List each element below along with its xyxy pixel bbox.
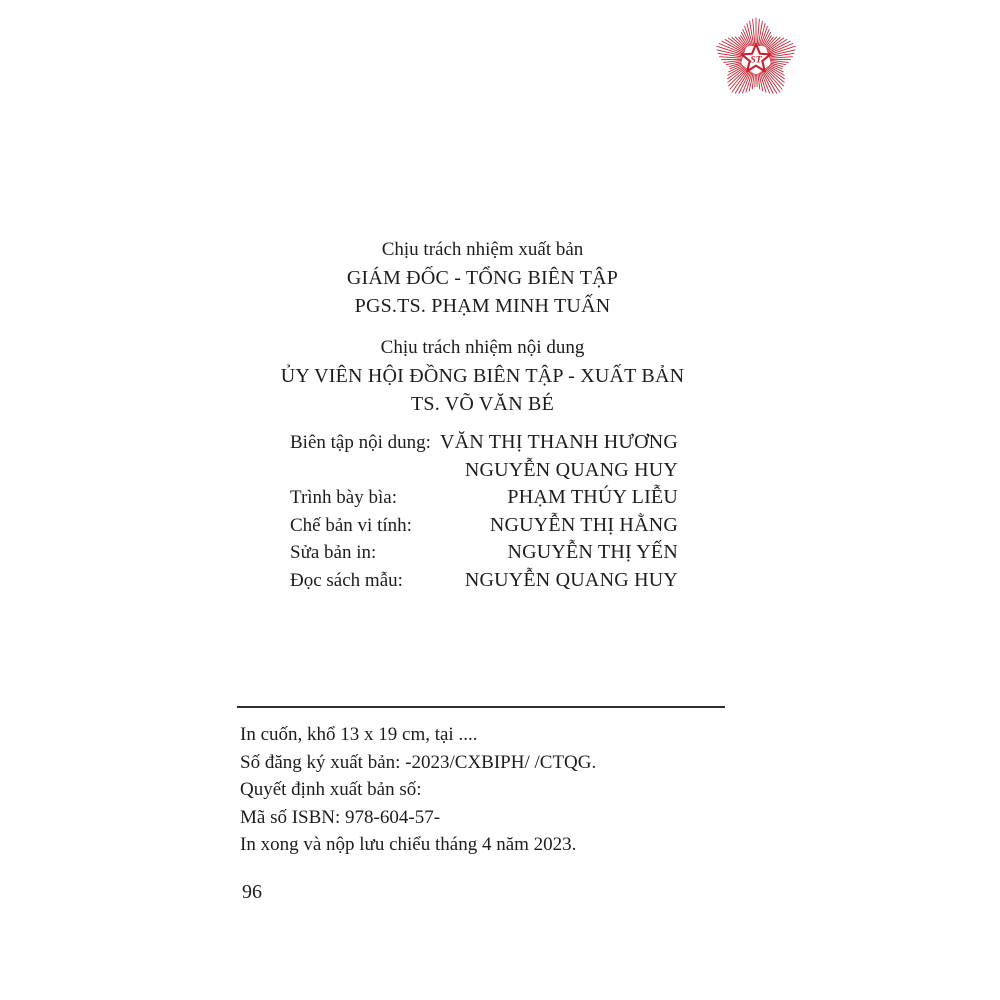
credit-name: PHẠM THÚY LIỄU bbox=[507, 486, 678, 509]
print-info-line: Quyết định xuất bản số: bbox=[240, 779, 422, 800]
divider-line bbox=[237, 706, 725, 708]
credit-name: VĂN THỊ THANH HƯƠNG bbox=[439, 431, 678, 453]
print-info-block bbox=[240, 721, 720, 859]
credit-names bbox=[507, 539, 678, 567]
credit-name: NGUYỄN QUANG HUY bbox=[464, 458, 678, 481]
section-person-line: PGS.TS. PHẠM MINH TUẤN bbox=[354, 295, 611, 317]
publisher-emblem-icon bbox=[712, 15, 800, 103]
credit-name: NGUYỄN QUANG HUY bbox=[464, 568, 678, 591]
credit-label: Biên tập nội dung: bbox=[290, 432, 431, 453]
credit-label: Sửa bản in: bbox=[290, 542, 377, 564]
credits-list bbox=[290, 429, 678, 595]
credit-label: Trình bày bìa: bbox=[290, 487, 397, 509]
credit-name: NGUYỄN THỊ HẰNG bbox=[489, 513, 678, 536]
credit-label: Chế bản vi tính: bbox=[290, 514, 412, 536]
print-info-line: Mã số ISBN: 978-604-57- bbox=[240, 806, 441, 828]
credit-row bbox=[290, 539, 678, 567]
section-title-line: ỦY VIÊN HỘI ĐỒNG BIÊN TẬP - XUẤT BẢN bbox=[280, 365, 685, 387]
print-info-line: Số đăng ký xuất bản: -2023/CXBIPH/ /CTQG. bbox=[240, 751, 597, 773]
print-info-line: In xong và nộp lưu chiểu tháng 4 năm 2023. bbox=[240, 834, 577, 855]
page-number: 96 bbox=[242, 881, 262, 903]
credit-names bbox=[507, 484, 678, 512]
credit-row bbox=[290, 512, 678, 540]
publishing-responsibility-section bbox=[240, 236, 725, 320]
credit-name: NGUYỄN THỊ YẾN bbox=[507, 541, 678, 564]
section-person-line: TS. VÕ VĂN BÉ bbox=[411, 393, 554, 415]
credit-names bbox=[440, 429, 678, 484]
responsibility-block bbox=[240, 236, 725, 418]
section-heading: Chịu trách nhiệm xuất bản bbox=[381, 239, 584, 260]
credit-row bbox=[290, 429, 678, 484]
credit-row bbox=[290, 567, 678, 595]
credit-row bbox=[290, 484, 678, 512]
print-info-line: In cuốn, khổ 13 x 19 cm, tại .... bbox=[240, 724, 478, 745]
section-heading: Chịu trách nhiệm nội dung bbox=[380, 337, 585, 358]
section-title-line: GIÁM ĐỐC - TỔNG BIÊN TẬP bbox=[346, 267, 619, 289]
credit-label: Đọc sách mẫu: bbox=[290, 569, 403, 591]
emblem-monogram: ST bbox=[750, 54, 762, 66]
credit-names bbox=[490, 512, 678, 540]
credit-names bbox=[465, 567, 678, 595]
content-responsibility-section bbox=[240, 334, 725, 418]
